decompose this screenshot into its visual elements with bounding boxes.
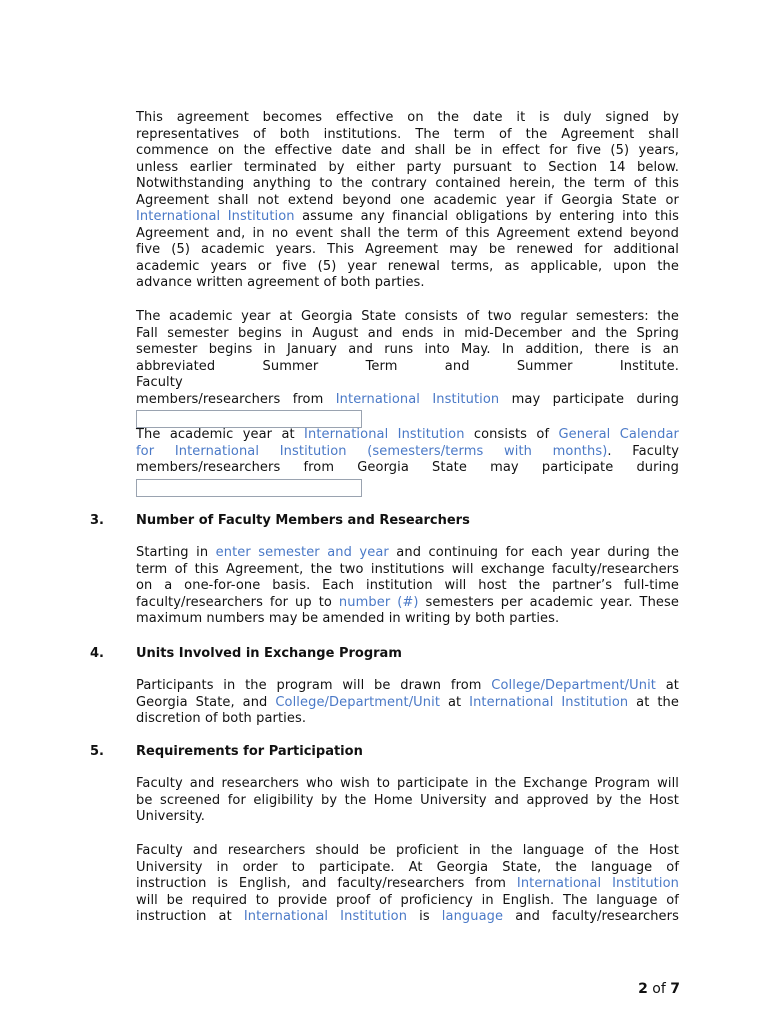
- section-heading: Requirements for Participation: [136, 744, 363, 759]
- text-line: academic years or five (5) year renewal terms, as applicable, upon the: [136, 258, 679, 274]
- text-line: Faculty and researchers who wish to participate in the Exchange Program will: [136, 776, 679, 791]
- text-span: assume any financial obligations by entering into this: [294, 209, 679, 224]
- current-page: 2: [638, 981, 648, 997]
- institution-placeholder[interactable]: International Institution: [469, 694, 629, 710]
- text-span: The academic year at: [136, 427, 305, 442]
- text-line: abbreviated Summer Term and Summer Institute. Faculty: [136, 358, 679, 390]
- text-line: [136, 545, 679, 562]
- text-span: instruction is English, and faculty/researchers from: [136, 876, 517, 891]
- text-line: discretion of both parties.: [136, 711, 307, 726]
- section-heading: Number of Faculty Members and Researchers: [136, 513, 470, 528]
- institution-placeholder[interactable]: International Institution: [516, 876, 679, 891]
- text-span: semesters per academic year. These: [418, 594, 680, 610]
- text-span: faculty/researchers for up to: [136, 594, 339, 610]
- text-line: Faculty and researchers should be proficient in the language of the Host: [136, 843, 679, 858]
- text-line: Notwithstanding anything to the contrary contained herein, the term of this: [136, 176, 679, 191]
- text-line: [136, 427, 679, 444]
- text-span: at the: [628, 694, 679, 710]
- text-line: be screened for eligibility by the Home University and approved by the Host: [136, 792, 679, 808]
- institution-placeholder[interactable]: International Institution: [243, 909, 408, 924]
- text-span: consists of: [464, 427, 559, 442]
- text-line: [136, 392, 679, 409]
- text-line: [136, 695, 679, 712]
- unit-placeholder[interactable]: College/Department/Unit: [275, 694, 441, 710]
- text-line: unless earlier terminated by either party pursuant to Section 14 below.: [136, 159, 679, 175]
- text-line: members/researchers from Georgia State may participate during: [136, 460, 679, 475]
- text-line: Agreement shall not extend beyond one academic year if Georgia State or: [136, 192, 679, 208]
- calendar-placeholder[interactable]: General Calendar: [558, 427, 679, 442]
- text-line: [136, 595, 679, 612]
- text-span: and continuing for each year during the: [388, 545, 679, 560]
- calendar-placeholder[interactable]: for International Institution (semesters/terms with months): [136, 443, 608, 459]
- text-line: Agreement and, in no event shall the term of this Agreement extend beyond: [136, 225, 679, 241]
- section-heading: Units Involved in Exchange Program: [136, 646, 402, 661]
- text-line: University.: [136, 809, 205, 824]
- section-number: 5.: [90, 744, 104, 759]
- total-pages: 7: [670, 981, 680, 997]
- text-span: Georgia State, and: [136, 694, 276, 710]
- text-line: term of this Agreement, the two institutions will exchange faculty/researchers: [136, 561, 679, 577]
- institution-placeholder[interactable]: International Institution: [304, 427, 465, 442]
- unit-placeholder[interactable]: College/Department/Unit: [491, 678, 656, 693]
- text-span: Participants in the program will be drawn from: [136, 678, 492, 693]
- text-span: instruction at: [136, 909, 244, 924]
- text-span: Starting in: [136, 545, 216, 560]
- gsu-participation-period-field[interactable]: [136, 410, 362, 428]
- text-line: will be required to provide proof of proficiency in English. The language of: [136, 892, 679, 908]
- text-line: This agreement becomes effective on the date it is duly signed by: [136, 110, 679, 125]
- text-span: . Faculty: [607, 443, 679, 459]
- text-line: The academic year at Georgia State consists of two regular semesters: the: [136, 309, 679, 324]
- text-span: and faculty/researchers: [503, 909, 679, 924]
- text-line: Fall semester begins in August and ends in mid-December and the Spring: [136, 325, 679, 341]
- intl-participation-period-field[interactable]: [136, 479, 362, 497]
- page-of-label: of: [652, 981, 666, 997]
- number-placeholder[interactable]: number (#): [338, 594, 419, 610]
- text-span: may participate during: [499, 391, 679, 407]
- institution-placeholder[interactable]: International Institution: [335, 391, 500, 407]
- text-span: is: [407, 909, 442, 924]
- text-line: on a one-for-one basis. Each institution will host the partner’s full-time: [136, 578, 679, 593]
- language-paragraph: [136, 843, 679, 926]
- gsu-academic-year-paragraph: [136, 309, 679, 428]
- text-span: members/researchers from: [136, 391, 336, 407]
- text-line: [136, 678, 679, 695]
- eligibility-paragraph: [136, 776, 679, 826]
- text-line: [136, 909, 679, 926]
- page-counter: [638, 981, 680, 997]
- text-span: at: [440, 694, 470, 710]
- effective-date-paragraph: [136, 110, 679, 292]
- text-line: maximum numbers may be amended in writing by both parties.: [136, 611, 560, 626]
- intl-academic-year-paragraph: [136, 427, 679, 497]
- faculty-number-paragraph: [136, 545, 679, 628]
- text-line: commence on the effective date and shall be in effect for five (5) years,: [136, 143, 679, 158]
- institution-placeholder[interactable]: International Institution: [136, 209, 295, 224]
- section-number: 4.: [90, 646, 104, 661]
- units-paragraph: [136, 678, 679, 728]
- semester-placeholder[interactable]: enter semester and year: [215, 545, 389, 560]
- text-line: five (5) academic years. This Agreement may be renewed for additional: [136, 242, 679, 257]
- text-line: [136, 876, 679, 893]
- text-line: [136, 444, 679, 461]
- section-number: 3.: [90, 513, 104, 528]
- text-span: at: [656, 678, 680, 693]
- text-line: [136, 209, 679, 226]
- text-line: University in order to participate. At Georgia State, the language of: [136, 859, 679, 875]
- text-line: semester begins in January and runs into May. In addition, there is an: [136, 342, 679, 357]
- language-placeholder[interactable]: language: [441, 909, 504, 924]
- text-line: representatives of both institutions. The term of the Agreement shall: [136, 126, 679, 142]
- text-line: advance written agreement of both parties.: [136, 275, 425, 290]
